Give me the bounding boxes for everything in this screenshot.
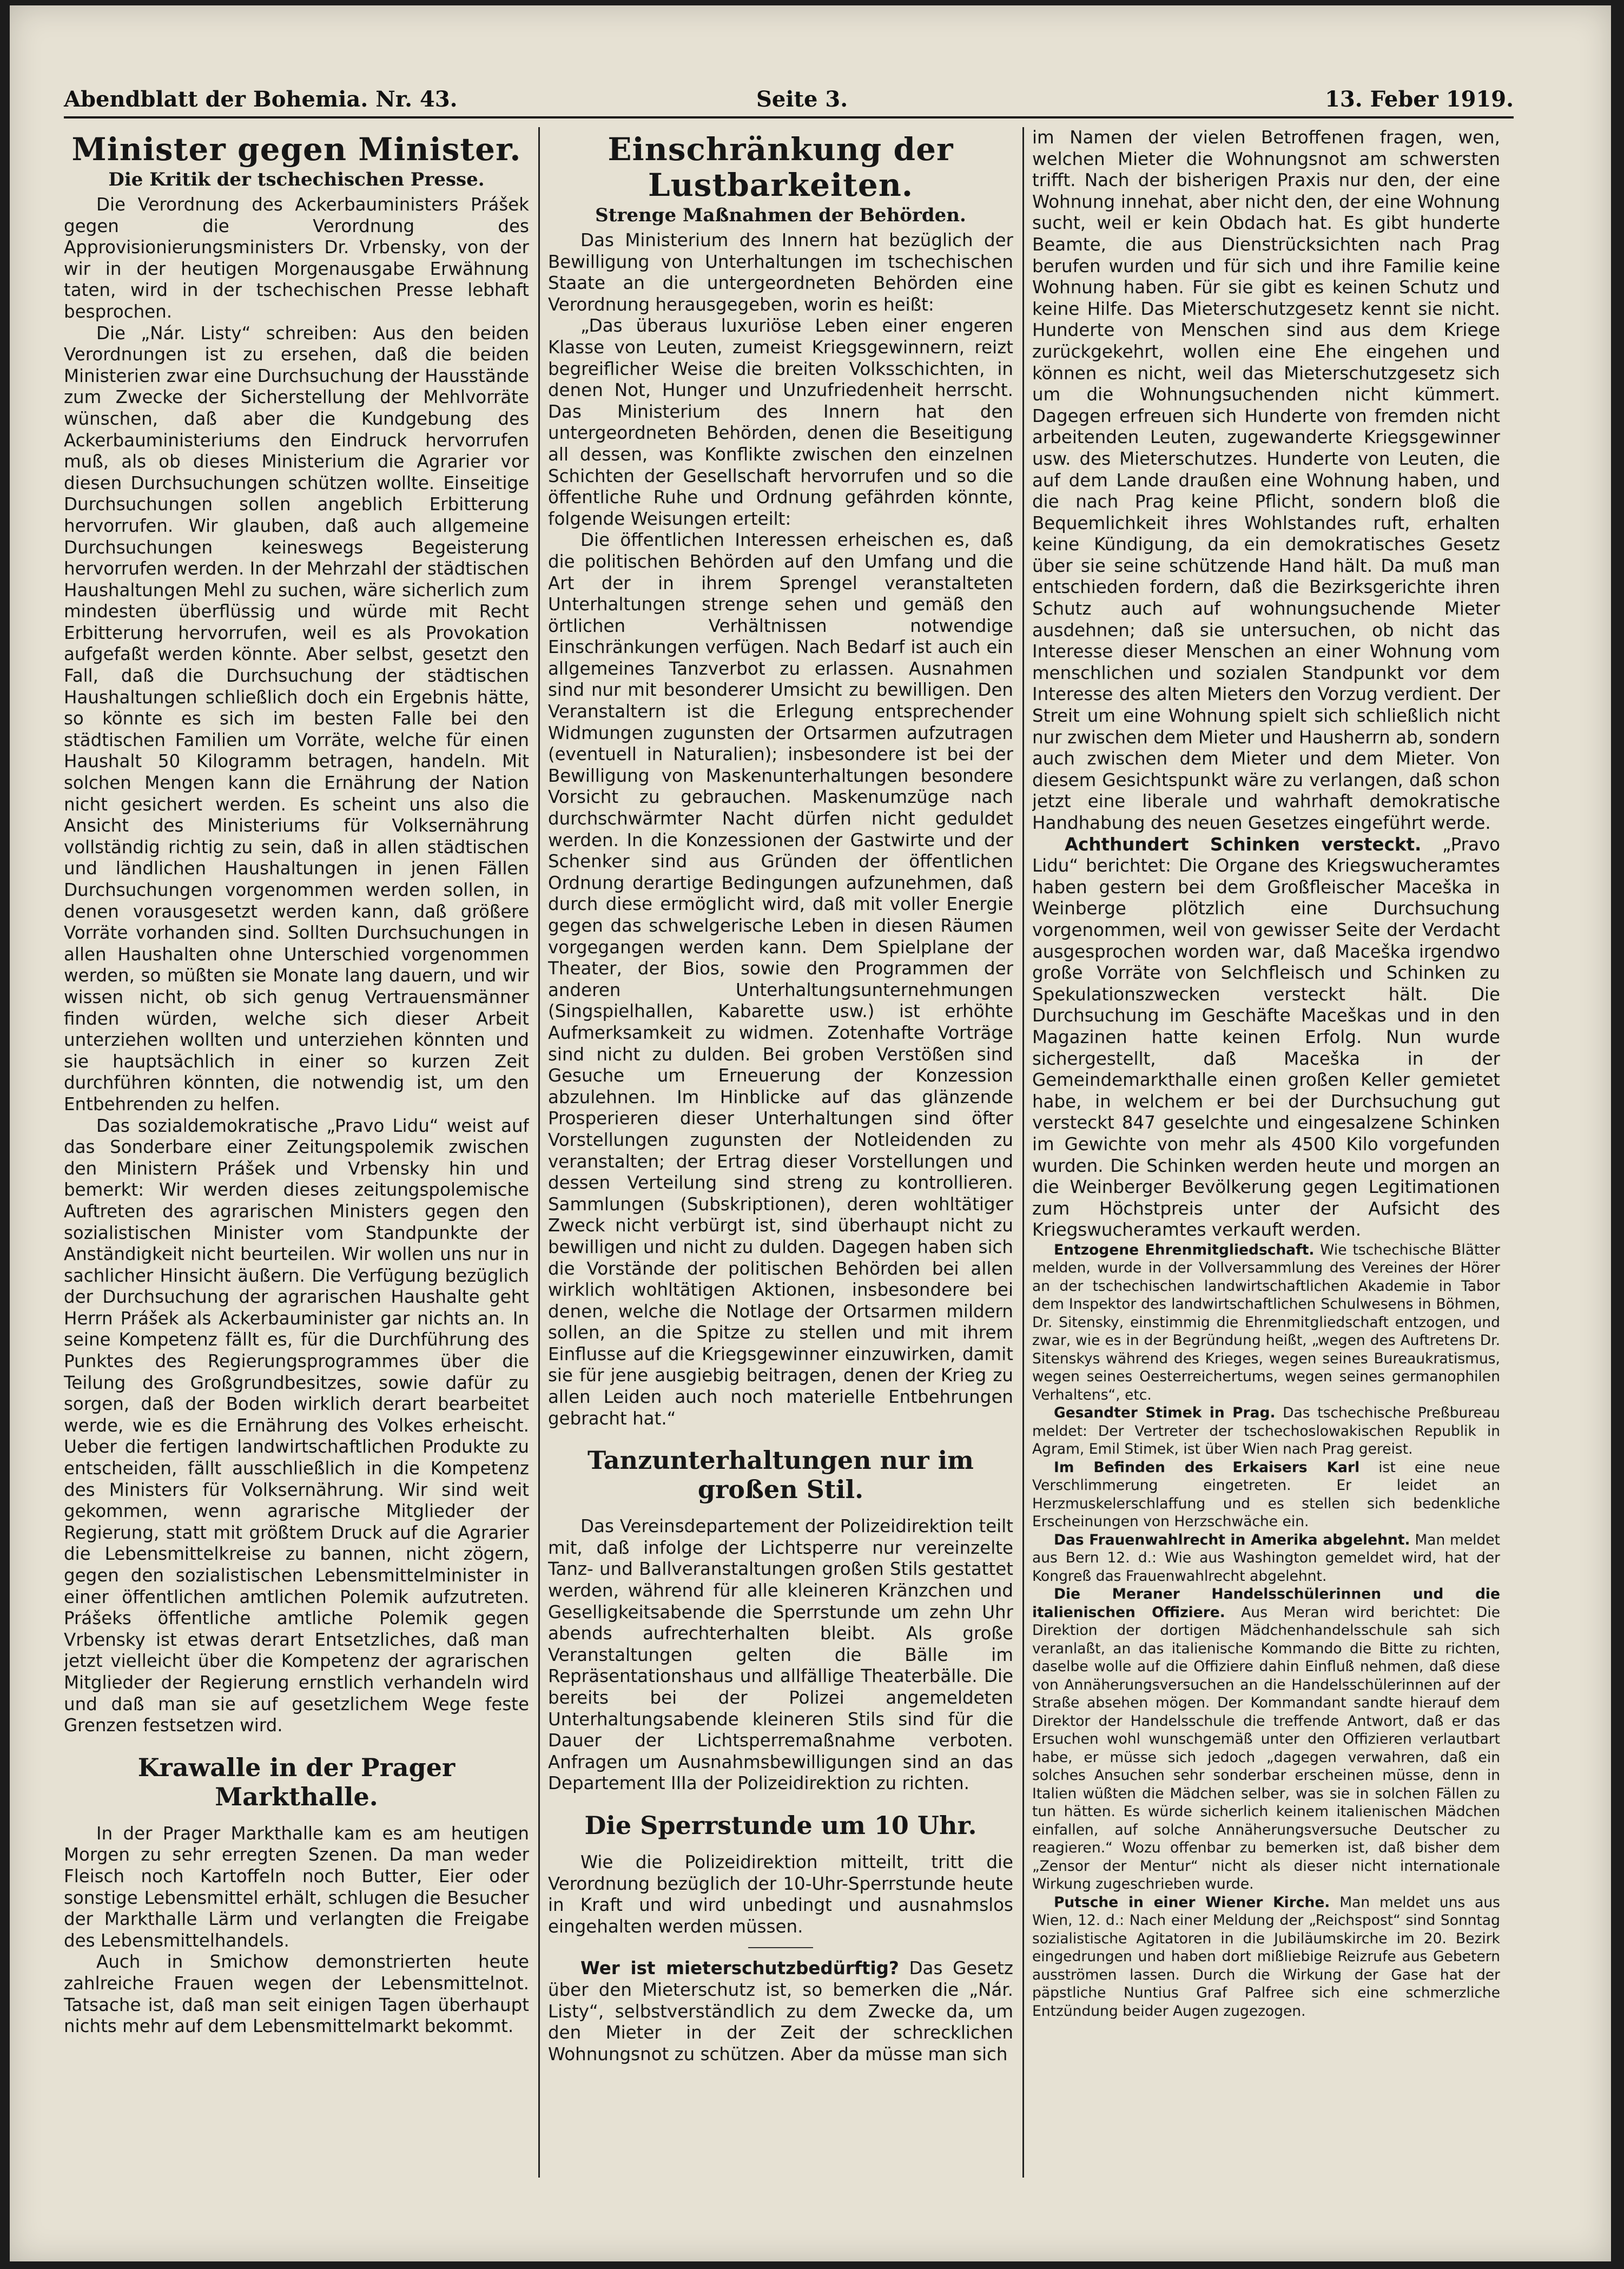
news-text: Man meldet uns aus Wien, 12. d.: Nach einer Meldung der „Reichspost“ sind Sonntag sozialistische Agitatoren in die Jubiläumskirche im 20. Bezirk eingedrungen und haben dort mißliebige Reizrufe aus Gebetern ausströmen lassen. Durch die Wirkung der Gase hat der päpstliche Nuntius Graf Palfree sich eine schmerzliche Entzündung beider Augen zugezogen.	[1032, 1894, 1500, 2020]
paragraph: Auch in Smichow demonstrierten heute zahlreiche Frauen wegen der Lebensmittelnot. Tatsache ist, daß man seit einigen Tagen überhaupt nichts mehr auf dem Lebensmittelmarkt bekommt.	[64, 1951, 529, 2037]
news-item	[1032, 1894, 1500, 2021]
paragraph: im Namen der vielen Betroffenen fragen, wen, welchen Mieter die Wohnungsnot am schwersten trifft. Nach der bisherigen Praxis nur den, der eine Wohnung innehat, aber nicht den, der eine Wohnung sucht, weil er kein Obdach hat. Es gibt hunderte Beamte, die aus Dienstrücksichten nach Prag berufen wurden und für sich und ihre Familie keine Wohnung haben. Für sie gibt es keinen Schutz und keine Hilfe. Das Mieterschutzgesetz kennt sie nicht. Hunderte von Menschen sind aus dem Kriege zurückgekehrt, wollen eine Ehe eingehen und können es nicht, weil das Mieterschutzgesetz sich um die Wohnungsuchenden nicht kümmert. Dagegen erfreuen sich Hunderte von fremden nicht arbeitenden Leuten, zugewanderte Kriegsgewinner usw. des Mieterschutzes. Hunderte von Leuten, die auf dem Lande draußen eine Wohnung haben, und die nach Prag keine Pflicht, sondern bloß die Bequemlichkeit ihres Wohlstandes ruft, erhalten keine Kündigung, da ein demokratisches Gesetz über sie seine schützende Hand hält. Da muß man entschieden fordern, daß die Bezirksgerichte ihren Schutz auch auf wohnungsuchende Mieter ausdehnen; daß sie untersuchen, ob nicht das Interesse dieser Menschen an einer Wohnung vom menschlichen und sozialen Standpunkt vor dem Interesse des alten Mieters den Vorzug verdient. Der Streit um eine Wohnung spielt sich schließlich nicht nur zwischen dem Mieter und Hausherrn ab, sondern auch zwischen dem Mieter und dem Mieter. Von diesem Gesichtspunkt wäre zu verlangen, daß schon jetzt eine liberale und wahrhaft demokratische Handhabung des neuen Gesetzes eingeführt werde.	[1032, 127, 1500, 833]
run-in-heading: Gesandter Stimek in Prag.	[1054, 1404, 1276, 1422]
run-in-heading: Entzogene Ehrenmitgliedschaft.	[1054, 1241, 1315, 1258]
paragraph-text: „Pravo Lidu“ berichtet: Die Organe des Kriegswucheramtes haben gestern bei dem Großfleischer Maceška in Weinberge plötzlich eine Durchsuchung vorgenommen, weil von gewisser Seite der Verdacht ausgesprochen worden war, daß Maceška irgendwo große Vorräte von Selchfleisch und Schinken zu Spekulationszwecken versteckt hält. Die Durchsuchung im Geschäfte Maceškas und in den Magazinen hatte keinen Erfolg. Nun wurde sichergestellt, daß Maceška in der Gemeindemarkthalle einen großen Keller gemietet habe, in welchem er bei der Durchsuchung gut versteckt 847 geselchte und eingesalzene Schinken im Gewichte von mehr als 4500 Kilo vorgefunden wurden. Die Schinken werden heute und morgen an die Weinberger Bevölkerung gegen Legitimationen zum Höchstpreis unter der Aufsicht des Kriegswucheramtes verkauft werden.	[1032, 834, 1500, 1241]
paragraph: Das Vereinsdepartement der Polizeidirektion teilt mit, daß infolge der Lichtsperre nur vereinzelte Tanz- und Ballveranstaltungen großen Stils gestattet werden, während für alle kleineren Kränzchen und Geselligkeitsabende die Sperrstunde um zehn Uhr abends aufrechterhalten bleibt. Als große Veranstaltungen gelten die Bälle im Repräsentationshaus und allfällige Theaterbälle. Die bereits bei der Polizei angemeldeten Unterhaltungsabende kleineren Stils sind für die Dauer der Lichtsperremaßnahme verboten. Anfragen um Ausnahmsbewilligungen sind an das Departement IIIa der Polizeidirektion zu richten.	[548, 1516, 1013, 1794]
news-item	[1032, 1531, 1500, 1586]
article-subtitle-minister: Die Kritik der tschechischen Presse.	[108, 169, 485, 190]
column-2	[548, 127, 1013, 2215]
header-rule	[64, 116, 1514, 118]
paragraph: Das sozialdemokratische „Pravo Lidu“ weist auf das Sonderbare einer Zeitungspolemik zwischen den Ministern Prášek und Vrbensky hin und bemerkt: Wir werden dieses zeitungspolemische Auftreten des agrarischen Ministers gegen den sozialistischen Minister vom Standpunkte der Anständigkeit nicht beurteilen. Wir wollen uns nur in sachlicher Hinsicht äußern. Die Verfügung bezüglich der Durchsuchung der agrarischen Haushalte geht Herrn Prášek als Ackerbauminister gar nichts an. In seine Kompetenz fällt es, für die Durchführung des Punktes des Regierungsprogrammes über die Teilung des Großgrundbesitzes, sowie dafür zu sorgen, daß der Boden wirklich derart bearbeitet werde, wie es die Ernährung des Volkes erheischt. Ueber die fertigen landwirtschaftlichen Produkte zu entscheiden, fällt ausschließlich in die Kompetenz des Ministers für Volksernährung. Wir sind weit gekommen, wenn agrarische Mitglieder der Regierung, statt mit größtem Druck auf die Agrarier die Lebensmittelkreise zu bannen, nicht zögern, gegen den sozialistischen Lebensmittelminister in einer öffentlichen amtlichen Polemik aufzutreten. Prášeks öffentliche amtliche Polemik gegen Vrbensky ist etwas derart Entsetzliches, daß man jetzt vielleicht über die Kompetenz der agrarischen Mitglieder der Regierung ernstlich verhandeln wird und daß man sie auf gesetzlichem Wege feste Grenzen festsetzen wird.	[64, 1115, 529, 1736]
news-text: ist eine neue Verschlimmerung eingetreten. Er leidet an Herzmuskelerschlaffung und es stellen sich bedenkliche Erscheinungen von Herzschwäche ein.	[1032, 1459, 1500, 1531]
news-text: Wie tschechische Blätter melden, wurde in der Vollversammlung des Vereines der Hörer an der tschechischen landwirtschaftlichen Akademie in Tabor dem Inspektor des landwirtschaftlichen Schulwesens in Böhmen, Dr. Sitensky, einstimmig die Ehrenmitgliedschaft entzogen, und zwar, wie es in der Begründung heißt, „wegen des Auftretens Dr. Sitenskys während des Krieges, wegen seines Bureaukratismus, wegen seines Oesterreichertums, wegen seines germanophilen Verhaltens“, etc.	[1032, 1241, 1500, 1403]
separator	[748, 1947, 813, 1948]
paragraph-text: Das Gesetz über den Mieterschutz ist, so bemerken die „Nár. Listy“, selbstverständlich zu dem Zwecke da, um den Mieter in der Zeit der schrecklichen Wohnungsnot zu schützen. Aber da müsse man sich	[548, 1958, 1013, 2064]
article-title-krawalle: Krawalle in der Prager Markthalle.	[137, 1752, 455, 1811]
column-divider-1	[538, 127, 540, 2178]
run-in-heading: Die Meraner Handelsschülerinnen und die italienischen Offiziere.	[1032, 1586, 1500, 1621]
paragraph: Das Ministerium des Innern hat bezüglich der Bewilligung von Unterhaltungen im tschechischen Staate an die untergeordneten Behörden eine Verordnung herausgegeben, worin es heißt:	[548, 230, 1013, 315]
paragraph	[548, 1958, 1013, 2065]
column-3	[1032, 127, 1500, 2215]
news-item	[1032, 1459, 1500, 1531]
short-news	[1032, 1241, 1500, 2021]
news-text: Aus Meran wird berichtet: Die Direktion der dortigen Mädchenhandelsschule sah sich veranlaßt, an das italienische Kommando die Bitte zu richten, daselbe wolle auf die Offiziere dahin Einfluß nehmen, daß diese von Annäherungsversuchen an die Handelsschülerinnen auf der Straße absehen mögen. Der Kommandant sandte hierauf dem Direktor der Handelsschule die treffende Antwort, daß er das Ersuchen wohl wunschgemäß unter den Offizieren verlautbart habe, er müsse sich jedoch „dagegen verwahren, daß ein solches Ansuchen sehr sonderbar erscheinen müsse, denn in Italien wüßten die Mädchen selber, was sie in solchen Fällen zu tun hätten. Es würde sicherlich keinem italienischen Mädchen einfallen, auf solche Annäherungsversuche Deutscher zu reagieren.“ Wozu offenbar zu bemerken ist, daß bisher dem „Zensor der Mentur“ nicht als dieser nicht internationale Wirkung zugeschrieben wurde.	[1032, 1604, 1500, 1893]
paragraph: In der Prager Markthalle kam es am heutigen Morgen zu sehr erregten Szenen. Da man weder Fleisch noch Kartoffeln noch Butter, Eier oder sonstige Lebensmittel erhält, schlugen die Besucher der Markthalle Lärm und verlangten die Freigabe des Lebensmittelhandels.	[64, 1823, 529, 1951]
run-in-heading: Im Befinden des Erkaisers Karl	[1054, 1459, 1360, 1476]
newspaper-page	[10, 5, 1611, 2261]
paragraph: „Das überaus luxuriöse Leben einer engeren Klasse von Leuten, zumeist Kriegsgewinnern, reizt begreiflicher Weise die breiten Volksschichten, in denen Not, Hunger und Unzufriedenheit herrscht. Das Ministerium des Innern hat den untergeordneten Behörden, denen die Beseitigung all dessen, was Konflikte zwischen den einzelnen Schichten der Gesellschaft hervorrufen und so die öffentliche Ruhe und Ordnung gefährden könnte, folgende Weisungen erteilt:	[548, 315, 1013, 529]
run-in-heading: Putsche in einer Wiener Kirche.	[1054, 1894, 1330, 1911]
paragraph: Die „Nár. Listy“ schreiben: Aus den beiden Verordnungen ist zu ersehen, daß die beiden Ministerien zwar eine Durchsuchung der Hausstände zum Zwecke der Sicherstellung der Mehlvorräte wünschen, daß aber die Kundgebung des Ackerbauministeriums den Eindruck hervorrufen muß, als ob dieses Ministerium die Agrarier vor diesen Durchsuchungen schützen wollte. Einseitige Durchsuchungen sollen angeblich Erbitterung hervorrufen. Wir glauben, daß auch allgemeine Durchsuchungen keineswegs Begeisterung hervorrufen werden. In der Mehrzahl der städtischen Haushaltungen Mehl zu suchen, wäre sicherlich zum mindesten überflüssig und würde mit Recht Erbitterung hervorrufen, weil es als Provokation aufgefaßt werden könnte. Aber selbst, gesetzt den Fall, daß die Durchsuchung der städtischen Haushaltungen schließlich doch ein Ergebnis hätte, so könnte es sich im besten Falle bei den städtischen Familien um Vorräte, welche für einen Haushalt 50 Kilogramm betragen, handeln. Mit solchen Mengen kann die Ernährung der Nation nicht gesichert werden. Es scheint uns also die Ansicht des Ministeriums für Volksernährung vollständig richtig zu sein, daß in allen städtischen und ländlichen Haushaltungen in jenen Fällen Durchsuchungen vorgenommen werden sollen, in denen vorausgesetzt werden kann, daß größere Vorräte vorhanden sind. Sollten Durchsuchungen in allen Haushalten ohne Unterschied vorgenommen werden, so müßten sie Monate lang dauern, und wir wissen nicht, ob sich genug Vertrauensmänner finden würden, welche sich dieser Arbeit unterziehen wollten und unterziehen könnten und sie hauptsächlich in einer so kurzen Zeit durchführen könnten, die notwendig ist, um den Entbehrenden zu helfen.	[64, 322, 529, 1114]
paragraph: Die öffentlichen Interessen erheischen es, daß die politischen Behörden auf den Umfang und die Art der in ihrem Sprengel veranstalteten Unterhaltungen strenge sehen und gemäß den örtlichen Verhältnissen notwendige Einschränkungen verfügen. Nach Bedarf ist auch ein allgemeines Tanzverbot zu erlassen. Ausnahmen sind nur mit besonderer Umsicht zu bewilligen. Den Veranstaltern ist die Erlegung entsprechender Widmungen zugunsten der Ortsarmen aufzutragen (eventuell in Naturalien); insbesondere ist bei der Bewilligung von Maskenunterhaltungen besondere Vorsicht zu gebrauchen. Maskenumzüge nach durchschwärmter Nacht dürfen nicht geduldet werden. In die Konzessionen der Gastwirte und der Schenker sind aus Gründen der öffentlichen Ordnung derartige Bedingungen aufzunehmen, daß durch diese ermöglicht wird, daß mit voller Energie gegen das schwelgerische Leben in diesen Räumen vorgegangen werden kann. Dem Spielplane der Theater, der Bios, sowie den Programmen der anderen Unterhaltungsunternehmungen (Singspielhallen, Kabarette usw.) ist erhöhte Aufmerksamkeit zu widmen. Zotenhafte Vorträge sind nicht zu dulden. Bei groben Verstößen sind Gesuche um Erneuerung der Konzession abzulehnen. Im Hinblicke auf das glänzende Prosperieren dieser Unterhaltungen sind öfter Vorstellungen zugunsten der Notleidenden zu veranstalten; der Ertrag dieser Vorstellungen und dessen Verteilung sind streng zu kontrollieren. Sammlungen (Subskriptionen), deren wohltätiger Zweck nicht verbürgt ist, sind überhaupt nicht zu bewilligen und nicht zu dulden. Dagegen haben sich die Vorstände der politischen Behörden bei allen wirklich wohltätigen Aktionen, insbesondere bei denen, welche die Notlage der Ortsarmen mildern sollen, an die Spitze zu stellen und mit ihrem Einflusse auf die Kriegsgewinner einzuwirken, damit sie für jene ausgiebig beitragen, denen der Krieg zu allen Leiden auch noch materielle Entbehrungen gebracht hat.“	[548, 530, 1013, 1429]
run-in-heading: Wer ist mieterschutzbedürftig?	[580, 1958, 899, 1979]
article-title-minister: Minister gegen Minister.	[71, 131, 521, 168]
news-item	[1032, 1241, 1500, 1404]
column-1	[64, 127, 529, 2215]
header-publication: Abendblatt der Bohemia. Nr. 43.	[64, 87, 458, 112]
run-in-heading: Achthundert Schinken versteckt.	[1065, 834, 1422, 855]
column-divider-2	[1022, 127, 1024, 2178]
news-text: Man meldet aus Bern 12. d.: Wie aus Washington gemeldet wird, hat der Kongreß das Frauenwahlrecht abgelehnt.	[1032, 1531, 1500, 1585]
news-item	[1032, 1585, 1500, 1894]
paragraph: Die Verordnung des Ackerbauministers Prášek gegen die Verordnung des Approvisionierungsministers Dr. Vrbensky, von der wir in der heutigen Morgenausgabe Erwähnung taten, wird in der tschechischen Presse lebhaft besprochen.	[64, 194, 529, 322]
article-title-lustbarkeiten: Einschränkung der Lustbarkeiten.	[608, 131, 954, 203]
article-subtitle-lustbarkeiten: Strenge Maßnahmen der Behörden.	[595, 205, 966, 226]
header-page-number: Seite 3.	[756, 87, 848, 112]
paragraph	[1032, 834, 1500, 1241]
run-in-heading: Das Frauenwahlrecht in Amerika abgelehnt.	[1054, 1531, 1410, 1548]
header-date: 13. Feber 1919.	[1325, 87, 1514, 112]
news-item	[1032, 1404, 1500, 1459]
news-text: Das tschechische Preßbureau meldet: Der Vertreter der tschechoslowakischen Republik in Agram, Emil Stimek, ist über Wien nach Prag gereist.	[1032, 1404, 1500, 1458]
paragraph: Wie die Polizeidirektion mitteilt, tritt die Verordnung bezüglich der 10-Uhr-Sperrstunde heute in Kraft und wird unbedingt und ausnahmslos eingehalten werden müssen.	[548, 1851, 1013, 1937]
article-title-sperrstunde: Die Sperrstunde um 10 Uhr.	[584, 1810, 977, 1840]
article-title-tanzunterhaltungen: Tanzunterhaltungen nur im großen Stil.	[587, 1446, 974, 1505]
